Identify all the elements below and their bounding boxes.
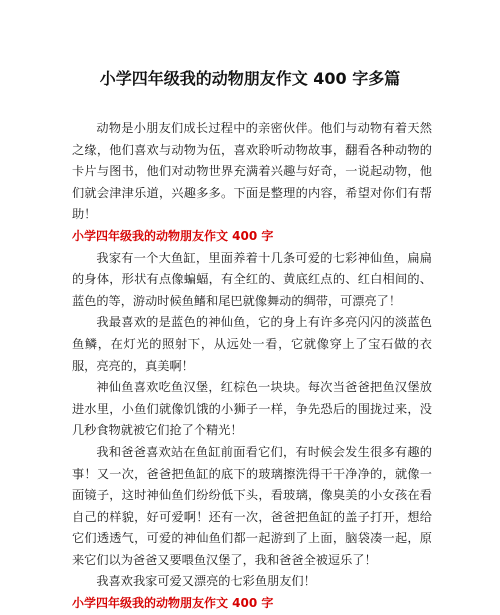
page-title: 小学四年级我的动物朋友作文 400 字多篇: [99, 69, 401, 88]
paragraph: 我最喜欢的是蓝色的神仙鱼，它的身上有许多亮闪闪的淡蓝色鱼鳞，在灯光的照射下，从远处一看，它就像穿上了宝石做的衣服，亮亮的，真美啊！: [72, 315, 432, 373]
paragraph: 我喜欢我家可爱又漂亮的七彩鱼朋友们！: [96, 574, 316, 589]
paragraph: 动物是小朋友们成长过程中的亲密伙伴。他们与动物有着天然之缘，他们喜欢与动物为伍，喜欢聆听动物故事，翻看各种动物的卡片与图书，他们对动物世界充满着兴趣与好奇，一说起动物，他们就会津津乐道，兴趣多多。下面是整理的内容，希望对你们有帮助！: [72, 121, 432, 222]
paragraph: 我和爸爸喜欢站在鱼缸前面看它们，有时候会发生很多有趣的事！又一次，爸爸把鱼缸的底下的玻璃擦洗得干干净净的，就像一面镜子，这时神仙鱼们纷纷低下头，看玻璃，像臭美的小女孩在看自己的样貌，好可爱啊！还有一次，爸爸把鱼缸的盖子打开，想给它们透透气，可爱的神仙鱼们都一起游到了上面，脑袋凑一起，原来它们以为爸爸又要喂鱼汉堡了，我和爸爸全被逗乐了！: [72, 444, 432, 567]
section-heading: 小学四年级我的动物朋友作文 400 字: [72, 596, 274, 611]
paragraph: 我家有一个大鱼缸，里面养着十几条可爱的七彩神仙鱼，扁扁的身体，形状有点像蝙蝠，有全红的、黄底红点的、红白相间的、蓝色的等，游动时候鱼鳍和尾巴就像舞动的绸带，可漂亮了！: [72, 250, 432, 308]
section-heading: 小学四年级我的动物朋友作文 400 字: [72, 228, 274, 243]
article-body: [72, 118, 432, 615]
paragraph: 神仙鱼喜欢吃鱼汉堡，红棕色一块块。每次当爸爸把鱼汉堡放进水里，小鱼们就像饥饿的小狮子一样，争先恐后的围拢过来，没几秒食物就被它们抢了个精光！: [72, 380, 432, 438]
